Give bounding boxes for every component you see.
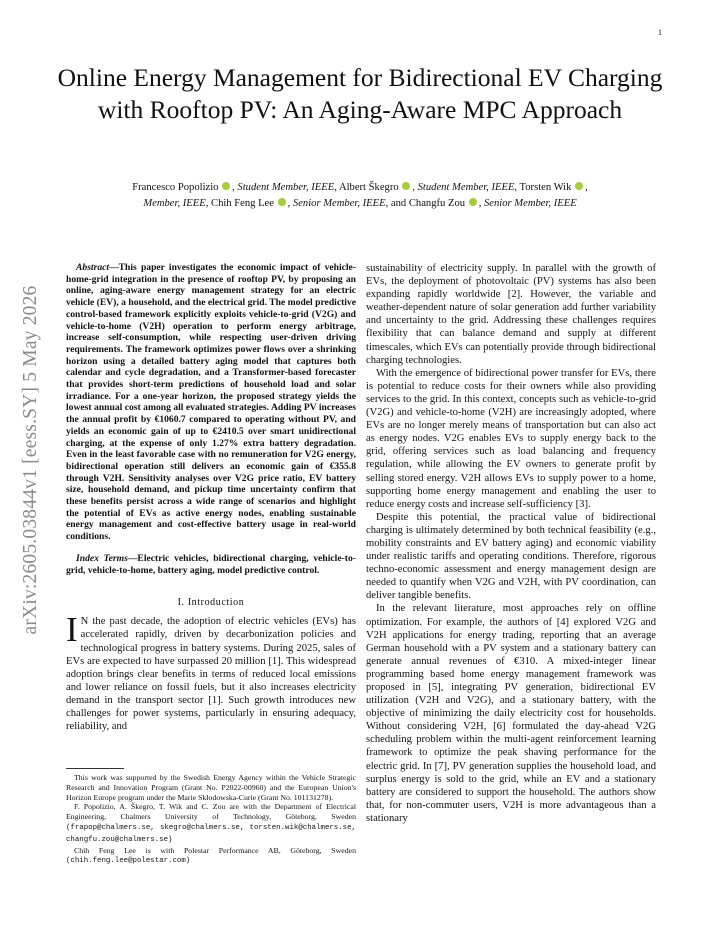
footnotes (66, 773, 356, 867)
orcid-icon[interactable] (222, 182, 230, 190)
author-name: Torsten Wik (519, 182, 572, 193)
left-column (66, 262, 356, 733)
affiliation-text: Chih Feng Lee is with Polestar Performance AB, Göteborg, Sweden (74, 845, 356, 855)
arxiv-id: arXiv:2605.03844v1 [eess.SY] 5 May 2026 (20, 285, 41, 635)
author-name: Changfu Zou (408, 198, 466, 209)
body-paragraph: In the relevant literature, most approaches rely on offline optimization. For example, the authors of [4] explored V2G and V2H applications for energy trading, reporting that an average German household with a PV system and a stationary battery can generate annual revenues of €310. A mixed-integer linear programming based home energy management framework was proposed in [5], integrating PV generation, bidirectional EV utilization (V2H and V2G), and a stationary battery, with the objective of minimizing the daily electricity cost for households. Without considering V2H, [6] formulated the day-ahead V2G scheduling problem within the multi-agent reinforcement learning framework to optimize the peak shaving performance for the electric grid. In [7], PV generation supplies the household load, and surplus energy is sold to the grid, while an EV and a stationary battery are considered to support the household. The authors show that, for non-commuter users, V2H is more advantageous than a stationary (366, 603, 656, 824)
orcid-icon[interactable] (402, 182, 410, 190)
author-email[interactable]: (chih.feng.lee@polestar.com) (66, 857, 191, 866)
body-paragraph: sustainability of electricity supply. In parallel with the growth of EVs, the deployment of photovoltaic (PV) systems has also been expanding rapidly worldwide [2]. However, the variable and weather-dependent nature of solar generation add further variability and uncertainty to the grid. Addressing these challenges requires flexibility that can balance demand and supply at different timescales, which EVs can potentially provide through bidirectional charging technologies. (366, 263, 656, 366)
affiliation-text: F. Popolizio, A. Škegro, T. Wik and C. Zou are with the Department of Electrical Engineering, Chalmers University of Technology, Göteborg, Sweden (66, 802, 356, 822)
footnote-rule (66, 768, 124, 769)
author-membership: Senior Member, IEEE (292, 198, 386, 209)
index-terms-text: —Electric vehicles, bidirectional charging, vehicle-to-grid, vehicle-to-home, battery aging, model predictive control. (66, 552, 356, 576)
drop-cap: I (66, 610, 78, 650)
author-name: Chih Feng Lee (211, 198, 274, 209)
author-membership: Student Member, IEEE (237, 182, 335, 193)
index-terms-label: Index Terms (76, 552, 128, 564)
funding-footnote: This work was supported by the Swedish Energy Agency within the Vehicle Strategic Research and Innovation Program (Grant No. P2022-00960) and the European Union's Horizon Europe program under the Marie Skłodowska-Curie (Grant No. 101131278). (66, 773, 356, 802)
arxiv-stamp (16, 255, 46, 665)
index-terms (66, 553, 356, 576)
section-heading: I. Introduction (177, 597, 245, 609)
orcid-icon[interactable] (575, 182, 583, 190)
author-list: Francesco Popolizio , Student Member, IEEE, Albert Škegro , Student Member, IEEE, Torsten Wik , Member, IEEE, Chih Feng Lee , Senior Member, IEEE, and Changfu Zou , Senior Member, IEEE (132, 182, 588, 209)
author-name: Francesco Popolizio (132, 182, 219, 193)
right-column (366, 262, 656, 825)
author-membership: Member, IEEE (143, 198, 206, 209)
abstract (66, 262, 356, 543)
page-number: 1 (658, 28, 662, 37)
intro-paragraph (66, 610, 356, 733)
intro-text: N the past decade, the adoption of electric vehicles (EVs) has accelerated rapidly, driven by decarbonization policies and technological progress in battery systems. During 2025, sales of EVs are expected to have surpassed 20 million [1]. This widespread adoption brings clear benefits in terms of reduced local emissions and lower reliance on fossil fuels, but it also increases electricity demand in the transport sector [1]. Such growth introduces new challenges for power systems, particularly in ensuring adequacy, reliability, and (66, 616, 356, 733)
author-membership: Student Member, IEEE (417, 182, 515, 193)
abstract-label: Abstract (76, 262, 110, 273)
body-paragraph: Despite this potential, the practical value of bidirectional charging is ultimately determined by both technical feasibility (e.g., mobility constraints and EV battery aging) and economic viability under realistic tariffs and operating conditions. Therefore, rigorous techno-economic assessment and energy management design are needed to quantify when V2G and V2H, with PV coordination, can deliver tangible benefits. (366, 511, 656, 602)
abstract-text: —This paper investigates the economic impact of vehicle-home-grid integration in the presence of rooftop PV, by proposing an online, aging-aware energy management strategy for an electric vehicle (EV), a household, and the electrical grid. The model predictive control-based framework explicitly exploits vehicle-to-grid (V2G) and vehicle-to-home (V2H) operation to perform energy arbitrage, increase self-consumption, while respecting user-driven driving requirements. The framework optimizes power flows over a shrinking horizon using a detailed battery aging model that captures both calendar and cycle degradation, and a Transformer-based forecaster that provides short-term predictions of household load and solar irradiance. For a one-year horizon, the proposed strategy yields the lowest annual cost among all evaluated strategies. Adding PV increases the annual profit by €1060.7 compared to operating without PV, and yields an economic gain of up to €2410.5 over smart unidirectional charging, at the expense of only 1.27% extra battery degradation. Even in the least favorable case with no remuneration for V2G energy, bidirectional operation still delivers an economic gain of €355.8 through V2H. Sensitivity analyses over V2G price ratio, EV battery size, household demand, and pickup time uncertainty confirm that these benefits persist across a wide range of scenarios and highlight the potential of EVs as active energy nodes, enabling sustainable energy management and cost-effective battery usage in real-world conditions. (66, 262, 356, 543)
author-emails[interactable]: (frapop@chalmers.se, skegro@chalmers.se, torsten.wik@chalmers.se, changfu.zou@chalmers.se) (66, 823, 356, 844)
affiliation-footnote (66, 846, 356, 868)
paper-title: Online Energy Management for Bidirectional EV Charging with Rooftop PV: An Aging-Aware MPC Approach (57, 63, 663, 124)
author-name: Albert Škegro (338, 182, 399, 193)
orcid-icon[interactable] (278, 198, 286, 206)
author-membership: Senior Member, IEEE (484, 198, 577, 209)
body-paragraph: With the emergence of bidirectional power transfer for EVs, there is potential to reduce costs for their owners while also providing services to the grid. In this context, concepts such as vehicle-to-grid (V2G) and vehicle-to-home (V2H) are increasingly adopted, where EVs are no longer merely means of transportation but can also act as energy nodes. V2G enables EVs to supply energy back to the grid, offering services such as load balancing and frequency regulation, while allowing the EV owners to generate profit by selling stored energy. V2H allows EVs to supply power to a home, supporting home energy management and enabling the user to reduce energy costs and increase self-sufficiency [3]. (366, 367, 656, 510)
affiliation-footnote (66, 802, 356, 845)
orcid-icon[interactable] (469, 198, 477, 206)
